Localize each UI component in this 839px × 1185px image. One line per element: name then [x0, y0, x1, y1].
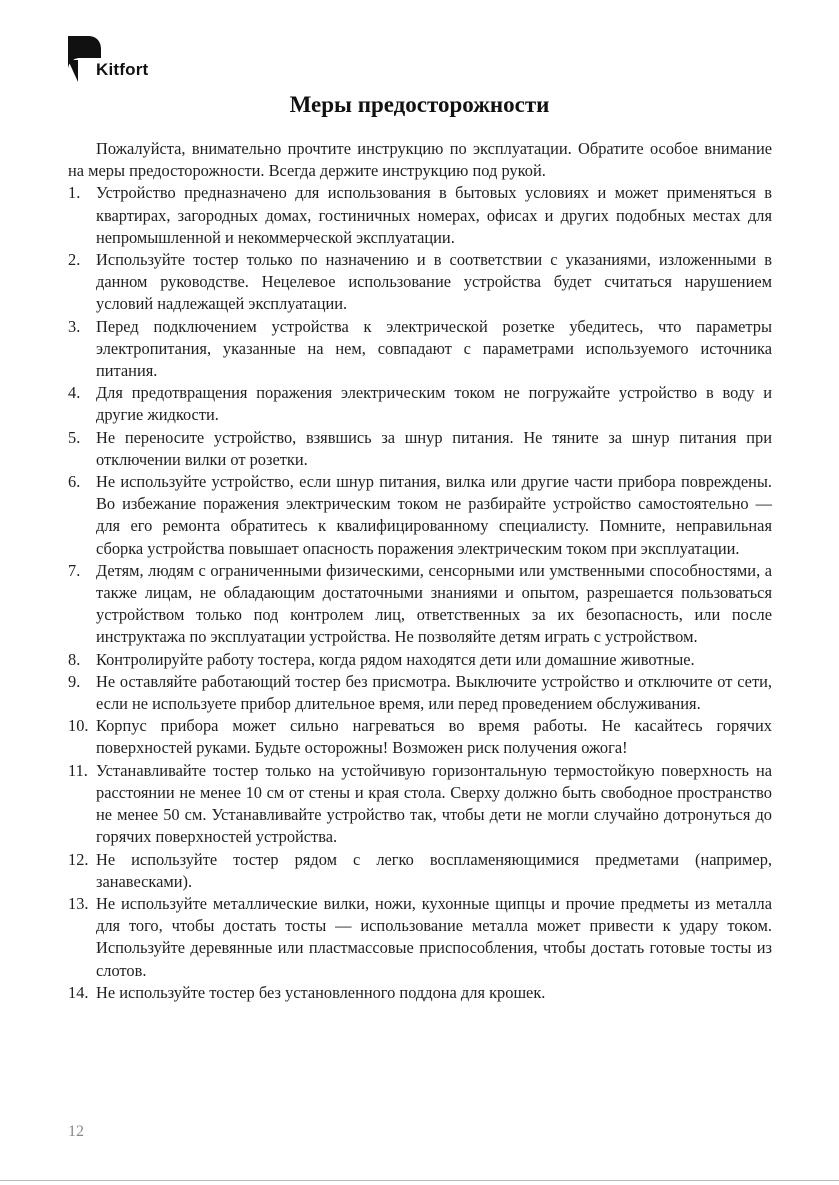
list-item	[68, 471, 772, 560]
list-item	[68, 649, 772, 671]
list-item	[68, 982, 772, 1004]
list-item-text: Устанавливайте тостер только на устойчивую горизонтальную термостойкую поверхность на расстоянии не менее 10 см от стены и края стола. Сверху должно быть свободное пространство не менее 50 см. Устанавливайте устройство так, чтобы дети не могли случайно дотронуться до горячих поверхностей устройства.	[96, 760, 772, 847]
brand-name: Kitfort	[96, 60, 149, 79]
list-item	[68, 715, 772, 759]
page-bottom-divider	[0, 1180, 839, 1181]
list-item-number: 4.	[68, 383, 81, 403]
list-item-number: 9.	[68, 671, 81, 691]
list-item-number: 13.	[68, 893, 89, 913]
list-item-text: Используйте тостер только по назначению и в соответствии с указаниями, изложенными в данном руководстве. Нецелевое использование устройства будет считаться нарушением условий надлежащей эксплуатации.	[96, 250, 772, 314]
list-item	[68, 560, 772, 649]
list-item-number: 1.	[68, 183, 81, 203]
list-item-number: 3.	[68, 316, 81, 336]
list-item-text: Контролируйте работу тостера, когда рядом находятся дети или домашние животные.	[96, 649, 695, 669]
list-item-text: Не используйте тостер рядом с легко воспламеняющимися предметами (например, занавесками).	[96, 849, 772, 891]
list-item	[68, 382, 772, 426]
list-item-text: Не используйте металлические вилки, ножи, кухонные щипцы и прочие предметы из металла для того, чтобы достать тосты — использование металла может привести к удару током. Используйте деревянные или пластмассовые приспособления, чтобы достать готовые тосты из слотов.	[96, 893, 772, 980]
list-item-text: Не используйте тостер без установленного поддона для крошек.	[96, 982, 546, 1002]
brand-logo	[68, 36, 168, 86]
list-item-text: Не переносите устройство, взявшись за шнур питания. Не тяните за шнур питания при отключении вилки от розетки.	[96, 427, 772, 469]
list-item-text: Детям, людям с ограниченными физическими, сенсорными или умственными способностями, а также лицам, не обладающим достаточными знаниями и опытом, разрешается пользоваться устройством только под контролем лиц, ответственных за их безопасность, или после инструктажа по эксплуатации устройства. Не позволяйте детям играть с устройством.	[96, 560, 772, 647]
list-item-text: Не оставляйте работающий тостер без присмотра. Выключите устройство и отключите от сети, если не используете прибор длительное время, или перед проведением обслуживания.	[96, 671, 772, 714]
list-item-number: 10.	[68, 716, 89, 736]
list-item-text: Не используйте устройство, если шнур питания, вилка или другие части прибора повреждены. Во избежание поражения электрическим током не разбирайте устройство самостоятельно — для его ремонта обратитесь к квалифицированному специалисту. Помните, неправильная сборка устройства повышает опасность поражения электрическим током при эксплуатации.	[96, 472, 772, 558]
list-item-text: Для предотвращения поражения электрическим током не погружайте устройство в воду и другие жидкости.	[96, 383, 772, 425]
list-item-number: 6.	[68, 472, 81, 492]
page-number: 12	[68, 1123, 84, 1140]
precautions-list	[68, 182, 772, 1004]
list-item-number: 11.	[68, 760, 88, 780]
list-item-text: Корпус прибора может сильно нагреваться во время работы. Не касайтесь горячих поверхностей руками. Будьте осторожны! Возможен риск получения ожога!	[96, 716, 772, 758]
list-item-number: 7.	[68, 560, 81, 580]
page-title: Меры предосторожности	[289, 92, 550, 117]
list-item-number: 14.	[68, 982, 89, 1002]
list-item-number: 12.	[68, 849, 89, 869]
intro-paragraph: Пожалуйста, внимательно прочтите инструкцию по эксплуатации. Обратите особое внимание на меры предосторожности. Всегда держите инструкцию под рукой.	[68, 139, 772, 181]
list-item	[68, 849, 772, 893]
list-item	[68, 760, 772, 849]
list-item-text: Устройство предназначено для использования в бытовых условиях и может применяться в квартирах, загородных домах, гостиничных номерах, офисах и других подобных местах для непромышленной и некоммерческой эксплуатации.	[96, 183, 772, 247]
list-item	[68, 427, 772, 471]
list-item-number: 8.	[68, 649, 81, 669]
list-item-number: 5.	[68, 427, 81, 447]
list-item-number: 2.	[68, 250, 81, 270]
list-item	[68, 182, 772, 249]
list-item	[68, 671, 772, 715]
list-item	[68, 316, 772, 383]
list-item	[68, 893, 772, 982]
safety-content	[68, 138, 772, 1004]
list-item	[68, 249, 772, 316]
list-item-text: Перед подключением устройства к электрической розетке убедитесь, что параметры электропитания, указанные на нем, совпадают с параметрами используемого источника питания.	[96, 316, 772, 381]
